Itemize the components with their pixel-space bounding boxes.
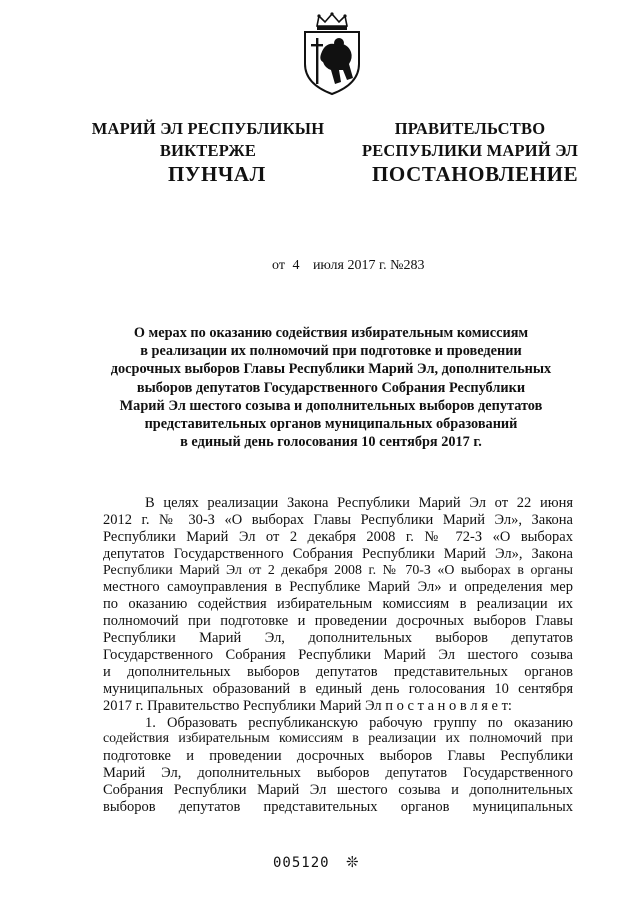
date-day: 4	[292, 258, 300, 273]
body-line: депутатов Государственного Собрания Республики Марий Эл», Закона	[103, 545, 573, 562]
body-line: местного самоуправления в Республике Марий Эл» и определения мер	[103, 579, 573, 596]
body-line: Марий Эл, дополнительных выборов депутатов Государственного	[103, 765, 573, 782]
body-line: полномочий при подготовке и проведении досрочных выборов Главы	[103, 613, 573, 630]
title-line: досрочных выборов Главы Республики Марий Эл, дополнительных	[110, 361, 552, 378]
document-title	[100, 324, 562, 451]
body-line: Государственного Собрания Республики Марий Эл шестого созыва	[103, 647, 573, 664]
body-line: Собрания Республики Марий Эл шестого созыва и дополнительных	[103, 782, 573, 799]
header-right-line-1: ПРАВИТЕЛЬСТВО	[394, 119, 546, 138]
body-line: выборов депутатов представительных органов муниципальных	[103, 799, 573, 816]
title-line: представительных органов муниципальных образований	[144, 416, 518, 433]
header-left-org	[88, 118, 328, 162]
footer-mark-icon: ❊	[346, 855, 359, 871]
date-month-year: июля 2017 г.	[312, 258, 387, 273]
number-prefix: №	[390, 258, 404, 273]
body-line: муниципальных образований в единый день голосования 10 сентября	[103, 680, 573, 697]
body-line: Республики Марий Эл, дополнительных выборов депутатов	[103, 630, 573, 647]
header-left-line-2: ВИКТЕРЖЕ	[159, 141, 257, 160]
body-line: подготовке и проведении досрочных выборов Главы Республики	[103, 748, 573, 765]
body-line: содействия избирательным комиссиям в реализации их полномочий при	[103, 731, 573, 747]
title-line: в единый день голосования 10 сентября 2017 г.	[180, 434, 482, 451]
title-line: О мерах по оказанию содействия избирательным комиссиям	[133, 325, 529, 341]
body-line: и дополнительных выборов депутатов представительных органов	[103, 663, 573, 680]
doc-type-left: ПУНЧАЛ	[168, 162, 266, 186]
doc-type-right: ПОСТАНОВЛЕНИЕ	[372, 162, 579, 186]
body-line: 2012 г. № 30-З «О выборах Главы Республики Марий Эл», Закона	[103, 511, 573, 528]
serial-number: 005120	[273, 855, 330, 871]
body-line: 2017 г. Правительство Республики Марий Эл п о с т а н о в л я е т:	[103, 697, 512, 714]
title-line: выборов депутатов Государственного Собрания Республики	[136, 379, 526, 396]
title-line: в реализации их полномочий при подготовке и проведении	[140, 343, 522, 360]
header-right-org	[350, 118, 590, 162]
header-left-line-1: МАРИЙ ЭЛ РЕСПУБЛИКЫН	[91, 119, 325, 138]
body-line: 1. Образовать республиканскую рабочую группу по оказанию	[145, 714, 573, 731]
document-number: 283	[403, 258, 425, 273]
document-body	[103, 495, 573, 816]
body-line: Республики Марий Эл от 2 декабря 2008 г. № 70-З «О выборах в органы	[103, 562, 573, 578]
date-prefix: от	[272, 258, 285, 273]
body-line: Республики Марий Эл от 2 декабря 2008 г. № 72-З «О выборах	[103, 528, 573, 545]
body-line: по оказанию содействия избирательным комиссиям в реализации их	[103, 596, 573, 613]
body-line: В целях реализации Закона Республики Марий Эл от 22 июня	[145, 495, 573, 511]
title-line: Марий Эл шестого созыва и дополнительных выборов депутатов	[119, 397, 543, 414]
coat-of-arms-icon	[297, 12, 367, 96]
header-right-line-2: РЕСПУБЛИКИ МАРИЙ ЭЛ	[361, 141, 579, 160]
date-line	[272, 258, 425, 274]
